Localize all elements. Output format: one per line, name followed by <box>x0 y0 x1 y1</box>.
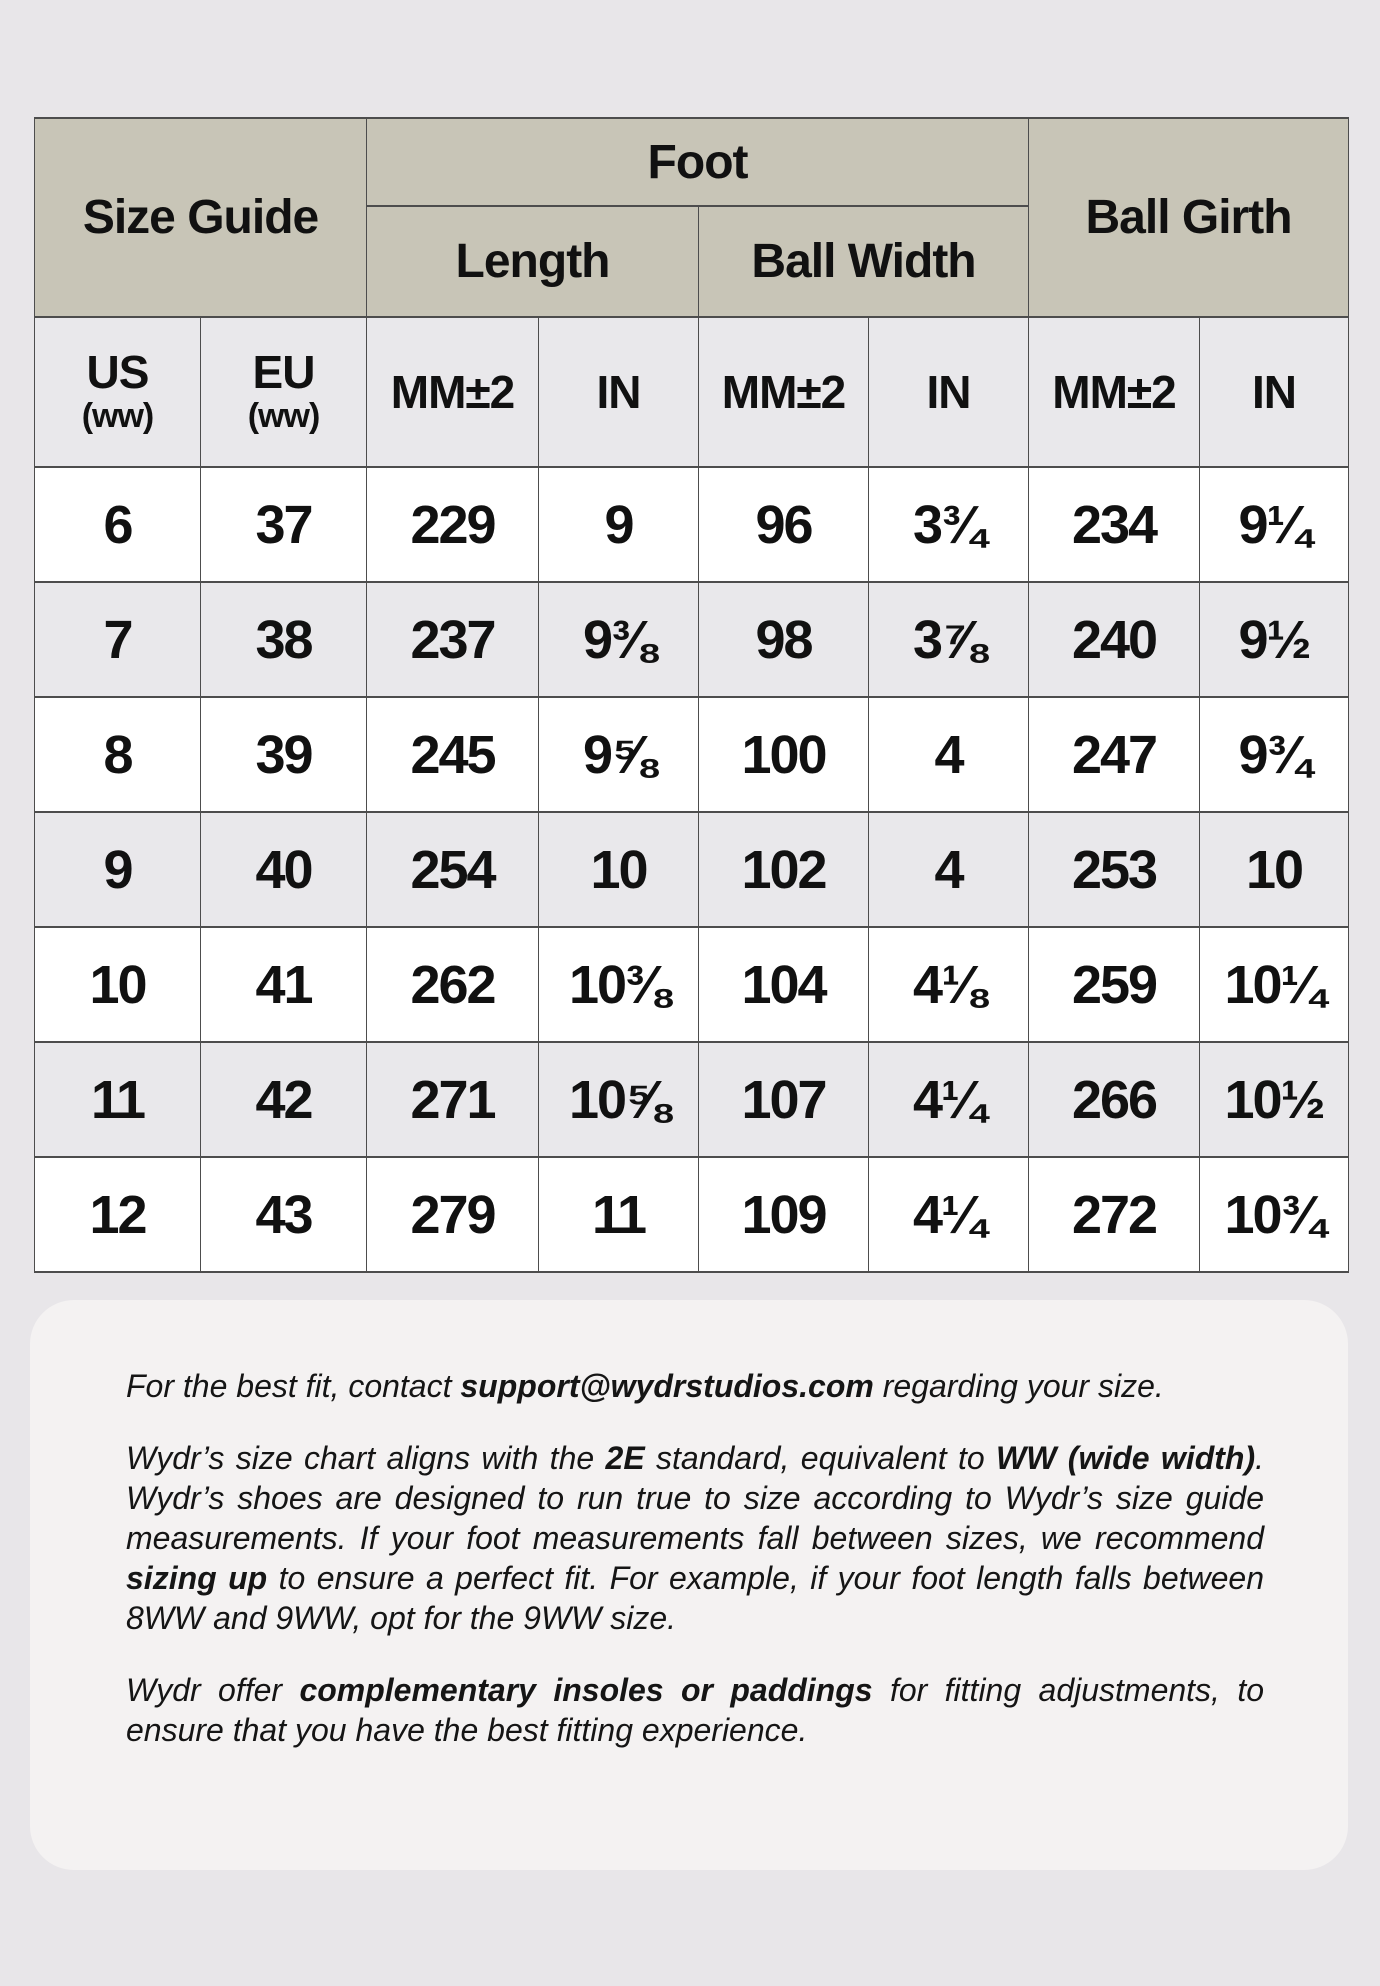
table-cell: 259 <box>1029 927 1200 1042</box>
note-paragraph: Wydr’s size chart aligns with the 2E standard, equivalent to WW (wide width). Wydr’s shoes are designed to run true to size according to Wydr’s size guide measurements. If your foot measurements fall between sizes, we recommend sizing up to ensure a perfect fit. For example, if your foot length falls between 8WW and 9WW, opt for the 9WW size. <box>126 1440 1265 1636</box>
table-row <box>35 467 1349 582</box>
table-header-row-1 <box>35 118 1349 206</box>
table-cell: 96 <box>699 467 869 582</box>
table-cell: 10 <box>539 812 699 927</box>
table-cell: 229 <box>367 467 539 582</box>
table-cell: 9¼ <box>1200 467 1349 582</box>
table-cell: 10¾ <box>1200 1157 1349 1272</box>
table-cell: 10¼ <box>1200 927 1349 1042</box>
table-cell: 37 <box>201 467 367 582</box>
table-cell: 4¼ <box>869 1042 1029 1157</box>
table-cell: 12 <box>35 1157 201 1272</box>
table-cell: 240 <box>1029 582 1200 697</box>
table-cell: 109 <box>699 1157 869 1272</box>
note-paragraph: For the best fit, contact support@wydrstudios.com regarding your size. <box>126 1368 1164 1404</box>
column-header: EU (ww) <box>201 317 367 467</box>
table-cell: 40 <box>201 812 367 927</box>
foot-header: Foot <box>367 118 1029 206</box>
table-cell: 7 <box>35 582 201 697</box>
column-header: MM±2 <box>367 317 539 467</box>
table-cell: 42 <box>201 1042 367 1157</box>
table-cell: 10 <box>1200 812 1349 927</box>
table-header <box>35 118 1349 467</box>
table-cell: 9½ <box>1200 582 1349 697</box>
table-cell: 11 <box>539 1157 699 1272</box>
ball-width-header: Ball Width <box>699 206 1029 317</box>
table-row <box>35 927 1349 1042</box>
table-cell: 10⅜ <box>539 927 699 1042</box>
table-body <box>35 467 1349 1272</box>
table-cell: 41 <box>201 927 367 1042</box>
table-cell: 9⅝ <box>539 697 699 812</box>
column-header: MM±2 <box>699 317 869 467</box>
table-cell: 234 <box>1029 467 1200 582</box>
table-cell: 254 <box>367 812 539 927</box>
table-row <box>35 582 1349 697</box>
table-cell: 4 <box>869 697 1029 812</box>
table-cell: 245 <box>367 697 539 812</box>
table-cell: 237 <box>367 582 539 697</box>
table-cell: 9 <box>35 812 201 927</box>
note-paragraph: Wydr offer complementary insoles or paddings for fitting adjustments, to ensure that you have the best fitting experience. <box>126 1672 1265 1748</box>
size-guide-table <box>34 117 1349 1273</box>
table-cell: 38 <box>201 582 367 697</box>
table-cell: 107 <box>699 1042 869 1157</box>
table-cell: 100 <box>699 697 869 812</box>
table-cell: 247 <box>1029 697 1200 812</box>
column-header: IN <box>1200 317 1349 467</box>
table-cell: 262 <box>367 927 539 1042</box>
table-cell: 266 <box>1029 1042 1200 1157</box>
table-cell: 271 <box>367 1042 539 1157</box>
table-cell: 39 <box>201 697 367 812</box>
table-cell: 4 <box>869 812 1029 927</box>
table-cell: 3⅞ <box>869 582 1029 697</box>
table-row <box>35 697 1349 812</box>
length-header: Length <box>367 206 699 317</box>
column-header: US (ww) <box>35 317 201 467</box>
table-cell: 104 <box>699 927 869 1042</box>
table-row <box>35 812 1349 927</box>
table-cell: 272 <box>1029 1157 1200 1272</box>
table-row <box>35 1157 1349 1272</box>
column-header: MM±2 <box>1029 317 1200 467</box>
table-cell: 98 <box>699 582 869 697</box>
table-cell: 253 <box>1029 812 1200 927</box>
table-cell: 6 <box>35 467 201 582</box>
table-cell: 9⅜ <box>539 582 699 697</box>
table-cell: 11 <box>35 1042 201 1157</box>
table-cell: 102 <box>699 812 869 927</box>
table-cell: 43 <box>201 1157 367 1272</box>
size-guide-header: Size Guide <box>35 118 367 317</box>
table-row <box>35 1042 1349 1157</box>
table-cell: 9 <box>539 467 699 582</box>
table-cell: 279 <box>367 1157 539 1272</box>
column-header: IN <box>539 317 699 467</box>
table-cell: 8 <box>35 697 201 812</box>
notes-card <box>30 1300 1348 1870</box>
table-cell: 10⅝ <box>539 1042 699 1157</box>
table-cell: 4⅛ <box>869 927 1029 1042</box>
notes-body <box>126 1366 1264 1750</box>
table-subheader-row <box>35 317 1349 467</box>
column-header: IN <box>869 317 1029 467</box>
table-cell: 10 <box>35 927 201 1042</box>
table-cell: 10½ <box>1200 1042 1349 1157</box>
table-cell: 3¾ <box>869 467 1029 582</box>
table-cell: 4¼ <box>869 1157 1029 1272</box>
table-cell: 9¾ <box>1200 697 1349 812</box>
ball-girth-header: Ball Girth <box>1029 118 1349 317</box>
